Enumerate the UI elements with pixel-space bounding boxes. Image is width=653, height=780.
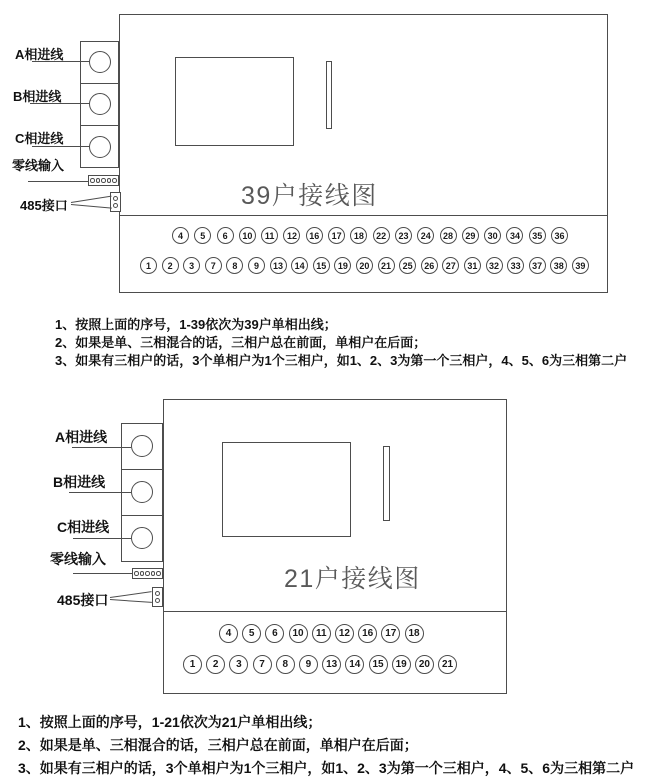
- note-line: 1、按照上面的序号，1-21依次为21户单相出线；: [18, 714, 322, 730]
- terminal-number-circle: 12: [335, 624, 354, 643]
- rs485-port: [110, 192, 121, 212]
- notes-21: [18, 711, 634, 780]
- terminal-number-circle: 3: [183, 257, 200, 274]
- terminal-number-circle: 2: [162, 257, 179, 274]
- note-line: 1、按照上面的序号，1-39依次为39户单相出线；: [55, 317, 337, 332]
- terminal-number-circle: 16: [306, 227, 323, 244]
- terminal-number-circle: 24: [417, 227, 434, 244]
- note-line: 2、如果是单、三相混合的话，三相户总在前面，单相户在后面；: [55, 335, 427, 350]
- terminal-hole-b: [131, 481, 153, 503]
- terminal-number-circle: 21: [378, 257, 395, 274]
- terminal-number-circle: 29: [462, 227, 479, 244]
- label-phase-a-in: A相进线: [15, 47, 64, 62]
- terminal-number-circle: 1: [183, 655, 202, 674]
- terminal-number-circle: 17: [328, 227, 345, 244]
- terminal-number-circle: 15: [369, 655, 388, 674]
- diagram-title: 21户接线图: [284, 565, 421, 593]
- connector-pin-icon: [90, 178, 95, 183]
- label-neutral-in: 零线输入: [12, 158, 65, 173]
- leader-line: [71, 196, 112, 203]
- lcd-screen: [175, 57, 294, 146]
- leader-line: [30, 103, 90, 104]
- connector-pin-icon: [145, 571, 150, 576]
- terminal-hole-c: [89, 136, 111, 158]
- terminal-number-circle: 31: [464, 257, 481, 274]
- connector-pin-icon: [113, 203, 118, 208]
- terminal-hole-a: [89, 51, 111, 73]
- label-phase-b-in: B相进线: [53, 474, 106, 490]
- terminal-number-circle: 5: [242, 624, 261, 643]
- note-line: 2、如果是单、三相混合的话，三相户总在前面，单相户在后面；: [18, 737, 418, 753]
- terminal-number-circle: 6: [265, 624, 284, 643]
- terminal-number-circle: 8: [276, 655, 295, 674]
- terminal-number-circle: 4: [219, 624, 238, 643]
- meter-panel-outline: [119, 14, 608, 293]
- terminal-row-upper: [172, 227, 568, 244]
- terminal-number-circle: 6: [217, 227, 234, 244]
- leader-line: [72, 447, 131, 448]
- panel-divider-line: [119, 215, 608, 216]
- terminal-number-circle: 38: [550, 257, 567, 274]
- terminal-number-circle: 33: [507, 257, 524, 274]
- terminal-number-circle: 4: [172, 227, 189, 244]
- terminal-number-circle: 7: [253, 655, 272, 674]
- connector-pin-icon: [155, 591, 160, 596]
- rs485-port: [152, 587, 163, 607]
- connector-pin-icon: [140, 571, 145, 576]
- terminal-number-circle: 32: [486, 257, 503, 274]
- diagram-title: 39户接线图: [241, 182, 378, 210]
- leader-line: [110, 591, 152, 598]
- terminal-number-circle: 11: [261, 227, 278, 244]
- terminal-number-circle: 8: [226, 257, 243, 274]
- terminal-number-circle: 1: [140, 257, 157, 274]
- connector-pin-icon: [112, 178, 117, 183]
- terminal-number-circle: 36: [551, 227, 568, 244]
- connector-pin-icon: [101, 178, 106, 183]
- leader-line: [73, 573, 132, 574]
- connector-pin-icon: [155, 598, 160, 603]
- connector-pin-icon: [156, 571, 161, 576]
- terminal-number-circle: 9: [248, 257, 265, 274]
- leader-line: [110, 599, 152, 603]
- terminal-number-circle: 15: [313, 257, 330, 274]
- label-rs485-port: 485接口: [57, 592, 109, 608]
- note-line: 3、如果有三相户的话，3个单相户为1个三相户，如1、2、3为第一个三相户，4、5、6为三相第二户: [55, 353, 628, 368]
- leader-line: [32, 61, 90, 62]
- terminal-number-circle: 20: [415, 655, 434, 674]
- terminal-number-circle: 37: [529, 257, 546, 274]
- terminal-number-circle: 17: [381, 624, 400, 643]
- neutral-connector: [88, 175, 119, 186]
- label-phase-c-in: C相进线: [57, 519, 110, 535]
- connector-pin-icon: [96, 178, 101, 183]
- terminal-row-lower: [140, 257, 589, 274]
- terminal-number-circle: 10: [239, 227, 256, 244]
- leader-line: [69, 492, 131, 493]
- terminal-number-circle: 3: [229, 655, 248, 674]
- terminal-number-circle: 26: [421, 257, 438, 274]
- terminal-number-circle: 19: [392, 655, 411, 674]
- leader-line: [71, 204, 112, 209]
- terminal-hole-c: [131, 527, 153, 549]
- terminal-row-lower: [183, 655, 457, 674]
- label-neutral-in: 零线输入: [50, 551, 106, 567]
- neutral-connector: [132, 568, 163, 579]
- terminal-number-circle: 28: [440, 227, 457, 244]
- note-line: 3、如果有三相户的话，3个单相户为1个三相户，如1、2、3为第一个三相户，4、5、6为三相第二户: [18, 760, 635, 776]
- notes-39: [55, 316, 627, 370]
- terminal-hole-b: [89, 93, 111, 115]
- leader-line: [32, 146, 90, 147]
- leader-line: [28, 181, 88, 182]
- side-slot: [383, 446, 390, 521]
- terminal-number-circle: 35: [529, 227, 546, 244]
- terminal-number-circle: 9: [299, 655, 318, 674]
- terminal-number-circle: 20: [356, 257, 373, 274]
- terminal-number-circle: 21: [438, 655, 457, 674]
- terminal-number-circle: 34: [506, 227, 523, 244]
- lcd-screen: [222, 442, 351, 537]
- label-rs485-port: 485接口: [20, 198, 68, 213]
- terminal-number-circle: 14: [345, 655, 364, 674]
- terminal-number-circle: 27: [442, 257, 459, 274]
- terminal-number-circle: 11: [312, 624, 331, 643]
- panel-divider-line: [163, 611, 507, 612]
- connector-pin-icon: [113, 196, 118, 201]
- terminal-row-upper: [219, 624, 424, 643]
- terminal-number-circle: 30: [484, 227, 501, 244]
- label-phase-a-in: A相进线: [55, 429, 108, 445]
- terminal-number-circle: 39: [572, 257, 589, 274]
- terminal-number-circle: 7: [205, 257, 222, 274]
- connector-pin-icon: [151, 571, 156, 576]
- terminal-number-circle: 2: [206, 655, 225, 674]
- terminal-number-circle: 13: [322, 655, 341, 674]
- terminal-number-circle: 23: [395, 227, 412, 244]
- terminal-number-circle: 12: [283, 227, 300, 244]
- side-slot: [326, 61, 332, 129]
- terminal-number-circle: 22: [373, 227, 390, 244]
- connector-pin-icon: [134, 571, 139, 576]
- leader-line: [73, 538, 131, 539]
- terminal-number-circle: 19: [334, 257, 351, 274]
- terminal-hole-a: [131, 435, 153, 457]
- label-phase-b-in: B相进线: [13, 89, 62, 104]
- terminal-number-circle: 14: [291, 257, 308, 274]
- terminal-number-circle: 25: [399, 257, 416, 274]
- terminal-number-circle: 10: [289, 624, 308, 643]
- connector-pin-icon: [107, 178, 112, 183]
- terminal-number-circle: 18: [350, 227, 367, 244]
- terminal-number-circle: 18: [405, 624, 424, 643]
- terminal-number-circle: 5: [194, 227, 211, 244]
- label-phase-c-in: C相进线: [15, 131, 64, 146]
- terminal-number-circle: 13: [270, 257, 287, 274]
- terminal-number-circle: 16: [358, 624, 377, 643]
